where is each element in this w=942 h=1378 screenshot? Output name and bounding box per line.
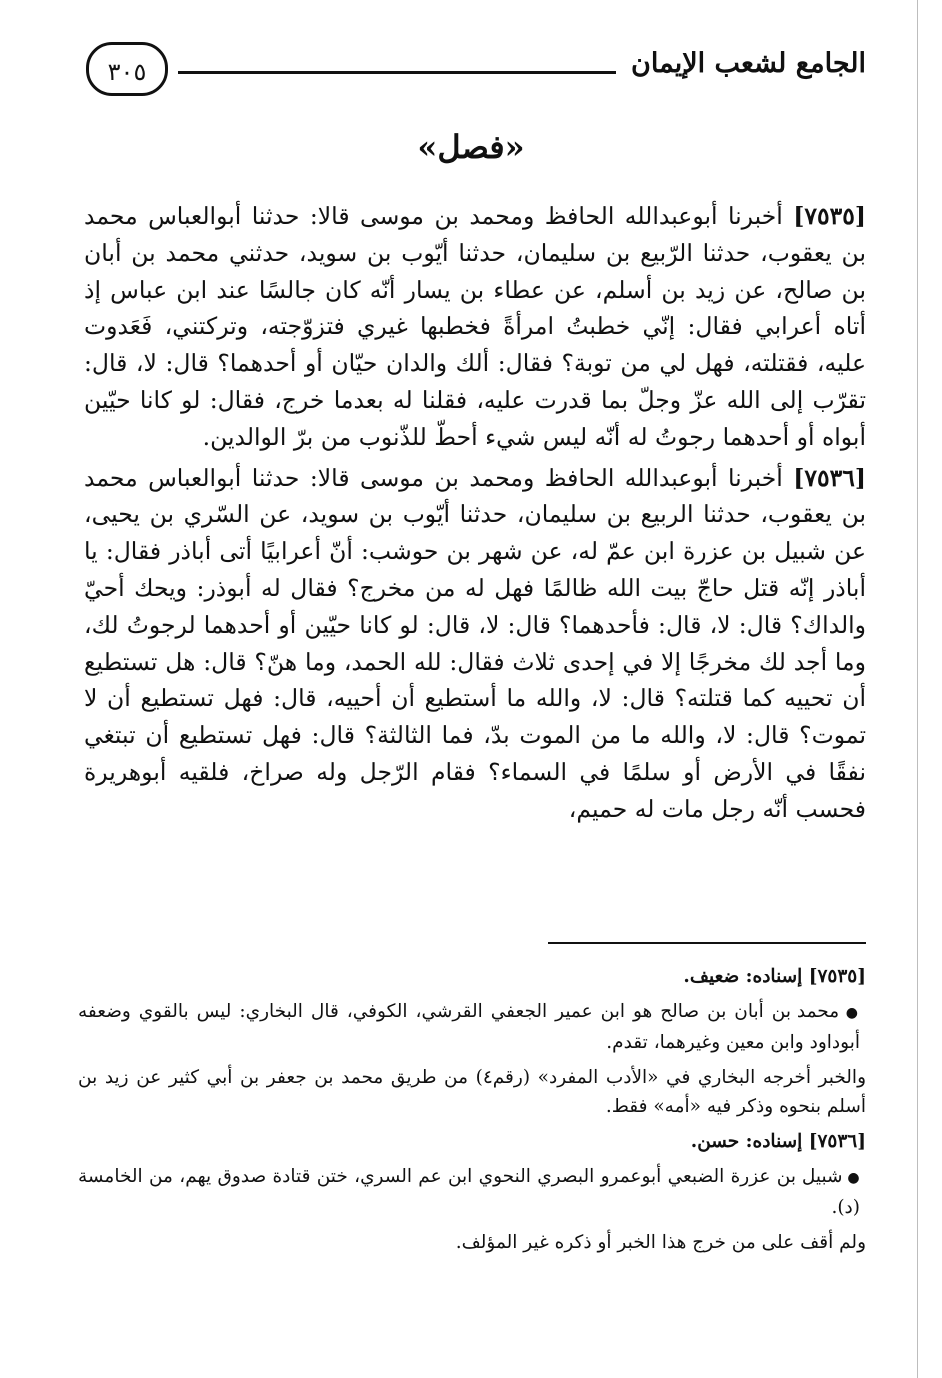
footnote-note: ولم أقف على من خرج هذا الخبر أو ذكره غير المؤلف.	[455, 1232, 866, 1253]
footnote-text: [٧٥٣٦] إسناده: حسن.	[690, 1131, 866, 1152]
footnote-text: شبيل بن عزرة الضبعي أبوعمرو البصري النحوي ابن عم السري، ختن قتادة صدوق يهم، من الخامسة (د).	[78, 1166, 860, 1218]
book-title: الجامع لشعب الإيمان	[631, 48, 866, 79]
header-rule	[178, 71, 616, 74]
hadith-paragraph	[84, 460, 866, 828]
page-number: ٣٠٥	[86, 42, 168, 96]
footnote-bullet	[78, 1162, 866, 1222]
hadith-number: [٧٥٣٥]	[793, 202, 866, 230]
section-title: «فصل»	[417, 128, 525, 166]
footnote-text: محمد بن أبان بن صالح هو ابن عمير الجعفي القرشي، الكوفي، قال البخاري: ليس بالقوي وضعفه أبوداود وابن معين وغيرهما، تقدم.	[78, 1001, 860, 1053]
page-edge-line	[917, 0, 918, 1378]
footnote-text: [٧٥٣٥] إسناده: ضعيف.	[683, 966, 866, 987]
footnote-separator	[548, 942, 866, 944]
page-header	[86, 38, 866, 108]
footnotes	[78, 962, 866, 1263]
bullet-icon: ●	[839, 1005, 860, 1021]
hadith-number: [٧٥٣٦]	[793, 463, 866, 492]
footnote-bullet	[78, 997, 866, 1057]
main-text	[84, 198, 866, 832]
hadith-text: أخبرنا أبوعبدالله الحافظ ومحمد بن موسى قالا: حدثنا أبوالعباس محمد بن يعقوب، حدثنا الربيع بن سليمان، حدثنا أيّوب بن سويد، عن السّري بن يحيى، عن شبيل بن عزرة ابن عمّ له، عن شهر بن حوشب: أنّ أعرابيًا أتى أباذر فقال: يا أباذر إنّه قتل حاجّ بيت الله ظالمًا فهل له من مخرج؟ فقال له أبوذر: ويحك أحيّ والداك؟ قال: لا، قال: فأحدهما؟ قال: لا، قال: لو كانا حيّين أو أحدهما لرجوتُ لك، وما أجد لك مخرجًا إلا في إحدى ثلاث فقال: لله الحمد، وما هنّ؟ قال: هل تستطيع أن تحييه كما قتلته؟ قال: لا، والله ما أستطيع أن أحييه، قال: فهل تستطيع أن لا تموت؟ قال: لا، والله ما من الموت بدّ، فما الثالثة؟ قال: فهل تستطيع أن تبتغي نفقًا في الأرض أو سلمًا في السماء؟ فقام الرّجل وله صراخ، فلقيه أبوهريرة فحسب أنّه رجل مات له حميم،	[84, 463, 866, 823]
footnote-heading	[78, 962, 866, 991]
footnote-heading	[78, 1127, 866, 1156]
bullet-icon: ●	[842, 1170, 860, 1186]
hadith-text: أخبرنا أبوعبدالله الحافظ ومحمد بن موسى قالا: حدثنا أبوالعباس محمد بن يعقوب، حدثنا الرّبيع بن سليمان، حدثنا أيّوب بن سويد، حدثني محمد بن أبان بن صالح، عن زيد بن أسلم، عن عطاء بن يسار أنّه كان جالسًا عند ابن عباس إذ أتاه أعرابي فقال: إنّي خطبتُ امرأةً فخطبها غيري فتزوّجته، وتركتني، فَعَدوت عليه، فقتلته، فهل لي من توبة؟ فقال: ألك والدان حيّان أو أحدهما؟ قال: لا، قال: تقرّب إلى الله عزّ وجلّ بما قدرت عليه، فقلنا له بعدما خرج، فقال: لو كانا حيّين أبواه أو أحدهما رجوتُ له أنّه ليس شيء أحطّ للذّنوب من برّ الوالدين.	[84, 202, 866, 451]
footnote-note: والخبر أخرجه البخاري في «الأدب المفرد» (رقم٤) من طريق محمد بن جعفر بن أبي كثير عن زيد بن أسلم بنحوه وذكر فيه «أمه» فقط.	[78, 1067, 867, 1117]
hadith-paragraph	[84, 198, 866, 456]
